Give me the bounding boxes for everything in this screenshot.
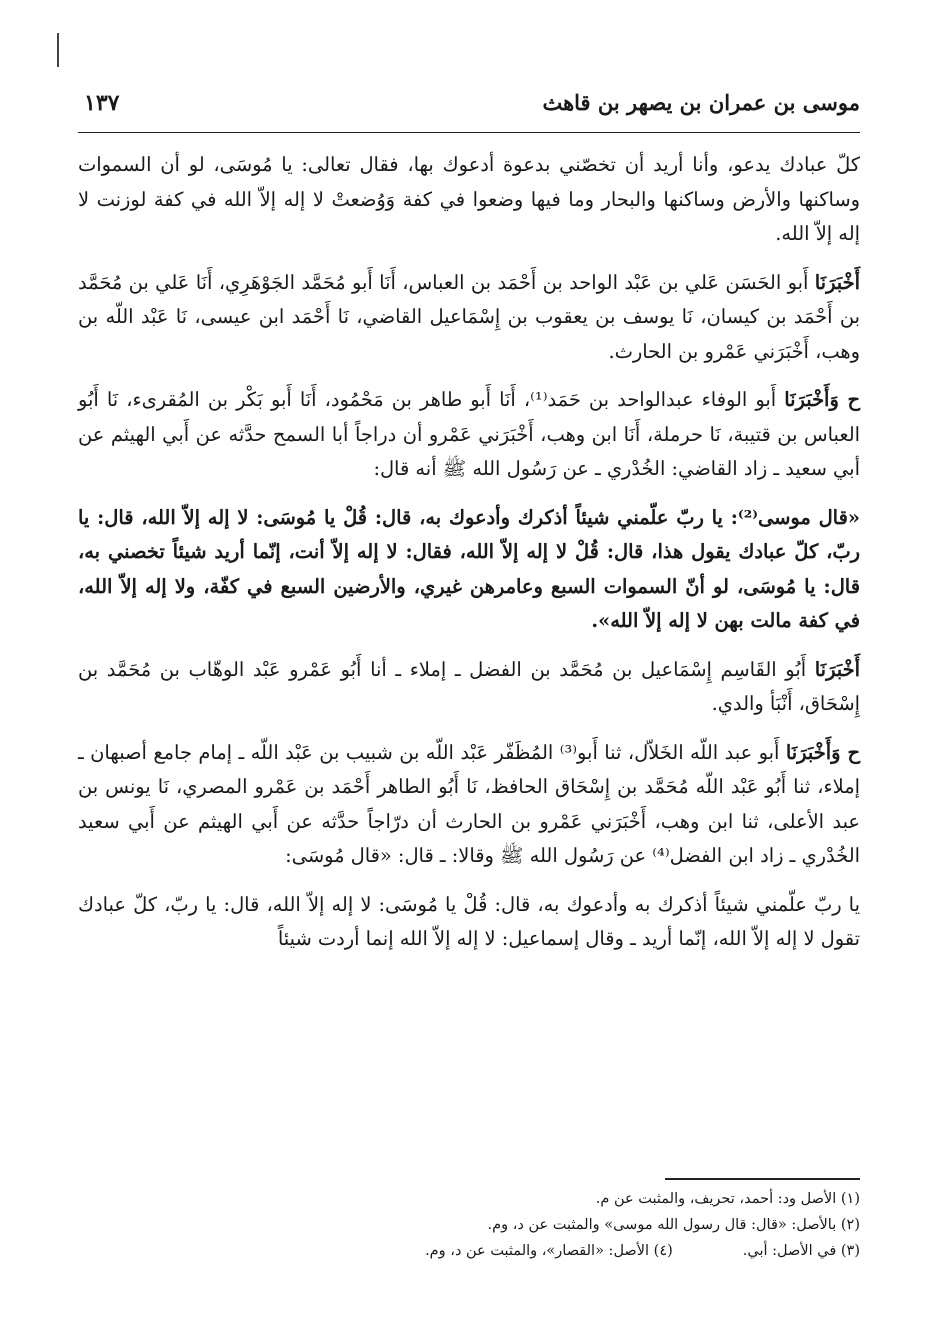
paragraph-3-text: أَبو الوفاء عبدالواحد بن حَمَد⁽¹⁾، أَنَا أَبو طاهر بن مَحْمُود، أَنَا أَبو بَكْر بن المُقرىء، نَا أَبُو العباس بن قتيبة، نَا حرملة، أَنَا ابن وهب، أَخْبَرَني عَمْرو أن دراجاً أبا السمح حدَّثه عن أَبي الهيثم عن أبي سعيد ـ زاد القاضي: الخُدْري ـ عن رَسُول الله ﷺ أنه قال: bbox=[78, 388, 860, 480]
paragraph-2-text: أَبو الحَسَن عَلي بن عَبْد الواحد بن أَحْمَد بن العباس، أَنَا أَبو مُحَمَّد الجَوْهَرِي، أَنَا عَلي بن مُحَمَّد بن أَحْمَد بن كيسان، نَا يوسف بن يعقوب بن إِسْمَاعيل القاضي، نَا أَحْمَد ابن عيسى، نَا عَبْد اللّه بن وهب، أَخْبَرَني عَمْرو بن الحارث. bbox=[78, 270, 860, 363]
paragraph-7 bbox=[78, 888, 860, 957]
paragraph-2-lead: أَخْبَرَنَا bbox=[814, 270, 860, 294]
paragraph-5-lead: أَخْبَرَنَا bbox=[814, 657, 860, 681]
paragraph-3 bbox=[78, 383, 860, 487]
footnote-rule bbox=[665, 1178, 860, 1180]
paragraph-5-text: أَبُو القَاسِم إِسْمَاعيل بن مُحَمَّد بن الفضل ـ إملاء ـ أنا أَبُو عَمْرو عَبْد الوهّاب بن مُحَمَّد بن إِسْحَاق، أَنْبَأ والدي. bbox=[78, 657, 860, 715]
paragraph-6-text: أَبو عبد اللّه الخَلاّل، ثنا أَبو⁽³⁾ المُظَفّر عَبْد اللّه بن شبيب بن عَبْد اللّه ـ إمام جامع أصبهان ـ إملاء، ثنا أَبُو عَبْد اللّه مُحَمَّد بن إِسْحَاق الحافظ، نَا أَبُو الطاهر أَحْمَد بن عَمْرو المصري، نَا يونس بن عبد الأعلى، ثنا ابن وهب، أَخْبَرَني عَمْرو بن الحارث أن درّاجاً حدَّثه عن أَبي الهيثم عن أَبي سعيد الخُدْري ـ زاد ابن الفضل⁽⁴⁾ عن رَسُول الله ﷺ وقالا: ـ قال: «قال مُوسَى: bbox=[78, 740, 860, 867]
footnote-2: (٢) بالأصل: «قال: قال رسول الله موسى» والمثبت عن د، وم. bbox=[487, 1217, 860, 1233]
margin-mark bbox=[57, 33, 59, 67]
paragraph-1-text: كلّ عبادك يدعو، وأنا أريد أن تخصّني بدعوة أدعوك بها، فقال تعالى: يا مُوسَى، لو أن السموات وساكنها والأرض وساكنها والبحار وما فيها وضعوا في كفة وَوُضعتْ لا إله إلاّ الله في كفة لوزنت لا إله إلاّ الله. bbox=[78, 153, 860, 245]
footnote-row bbox=[78, 1238, 860, 1264]
paragraph-1 bbox=[78, 148, 860, 252]
running-header bbox=[78, 88, 860, 133]
header-title: موسى بن عمران بن يصهر بن قاهث bbox=[542, 90, 860, 115]
body-text bbox=[78, 148, 860, 971]
paragraph-6-lead: ح وَأَخْبَرَنَا bbox=[785, 740, 860, 764]
paragraph-4 bbox=[78, 501, 860, 639]
page-number: ١٣٧ bbox=[84, 90, 120, 116]
paragraph-3-lead: ح وَأَخْبَرَنَا bbox=[784, 388, 860, 411]
footnote-4: (٤) الأصل: «القصار»، والمثبت عن د، وم. bbox=[425, 1243, 673, 1259]
footnote-3: (٣) في الأصل: أبي. bbox=[742, 1243, 860, 1259]
footnotes bbox=[78, 1186, 860, 1264]
paragraph-2 bbox=[78, 266, 860, 370]
footnote-1: (١) الأصل ود: أحمد، تحريف، والمثبت عن م. bbox=[595, 1191, 860, 1207]
paragraph-4-text: «قال موسى⁽²⁾: يا ربّ علّمني شيئاً أذكرك وأدعوك به، قال: قُلْ يا مُوسَى: لا إله إلاّ الله، قال: يا ربّ، كلّ عبادك يقول هذا، قال: قُلْ لا إله إلاّ الله، فقال: لا إله إلاّ أنت، إنّما أريد شيئاً تخصني به، قال: يا مُوسَى، لو أنّ السموات السبع وعامرهن غيري، والأرضين السبع في كفّة، ولا إله إلاّ الله، في كفة مالت بهن لا إله إلاّ الله». bbox=[78, 505, 860, 632]
paragraph-7-text: يا ربّ علّمني شيئاً أذكرك به وأدعوك به، قال: قُلْ يا مُوسَى: لا إله إلاّ الله، قال: يا ربّ، كلّ عبادك تقول لا إله إلاّ الله، إنّما أريد ـ وقال إسماعيل: لا إله إلاّ الله إنما أردت شيئاً bbox=[78, 892, 860, 950]
paragraph-5 bbox=[78, 653, 860, 722]
paragraph-6 bbox=[78, 736, 860, 874]
